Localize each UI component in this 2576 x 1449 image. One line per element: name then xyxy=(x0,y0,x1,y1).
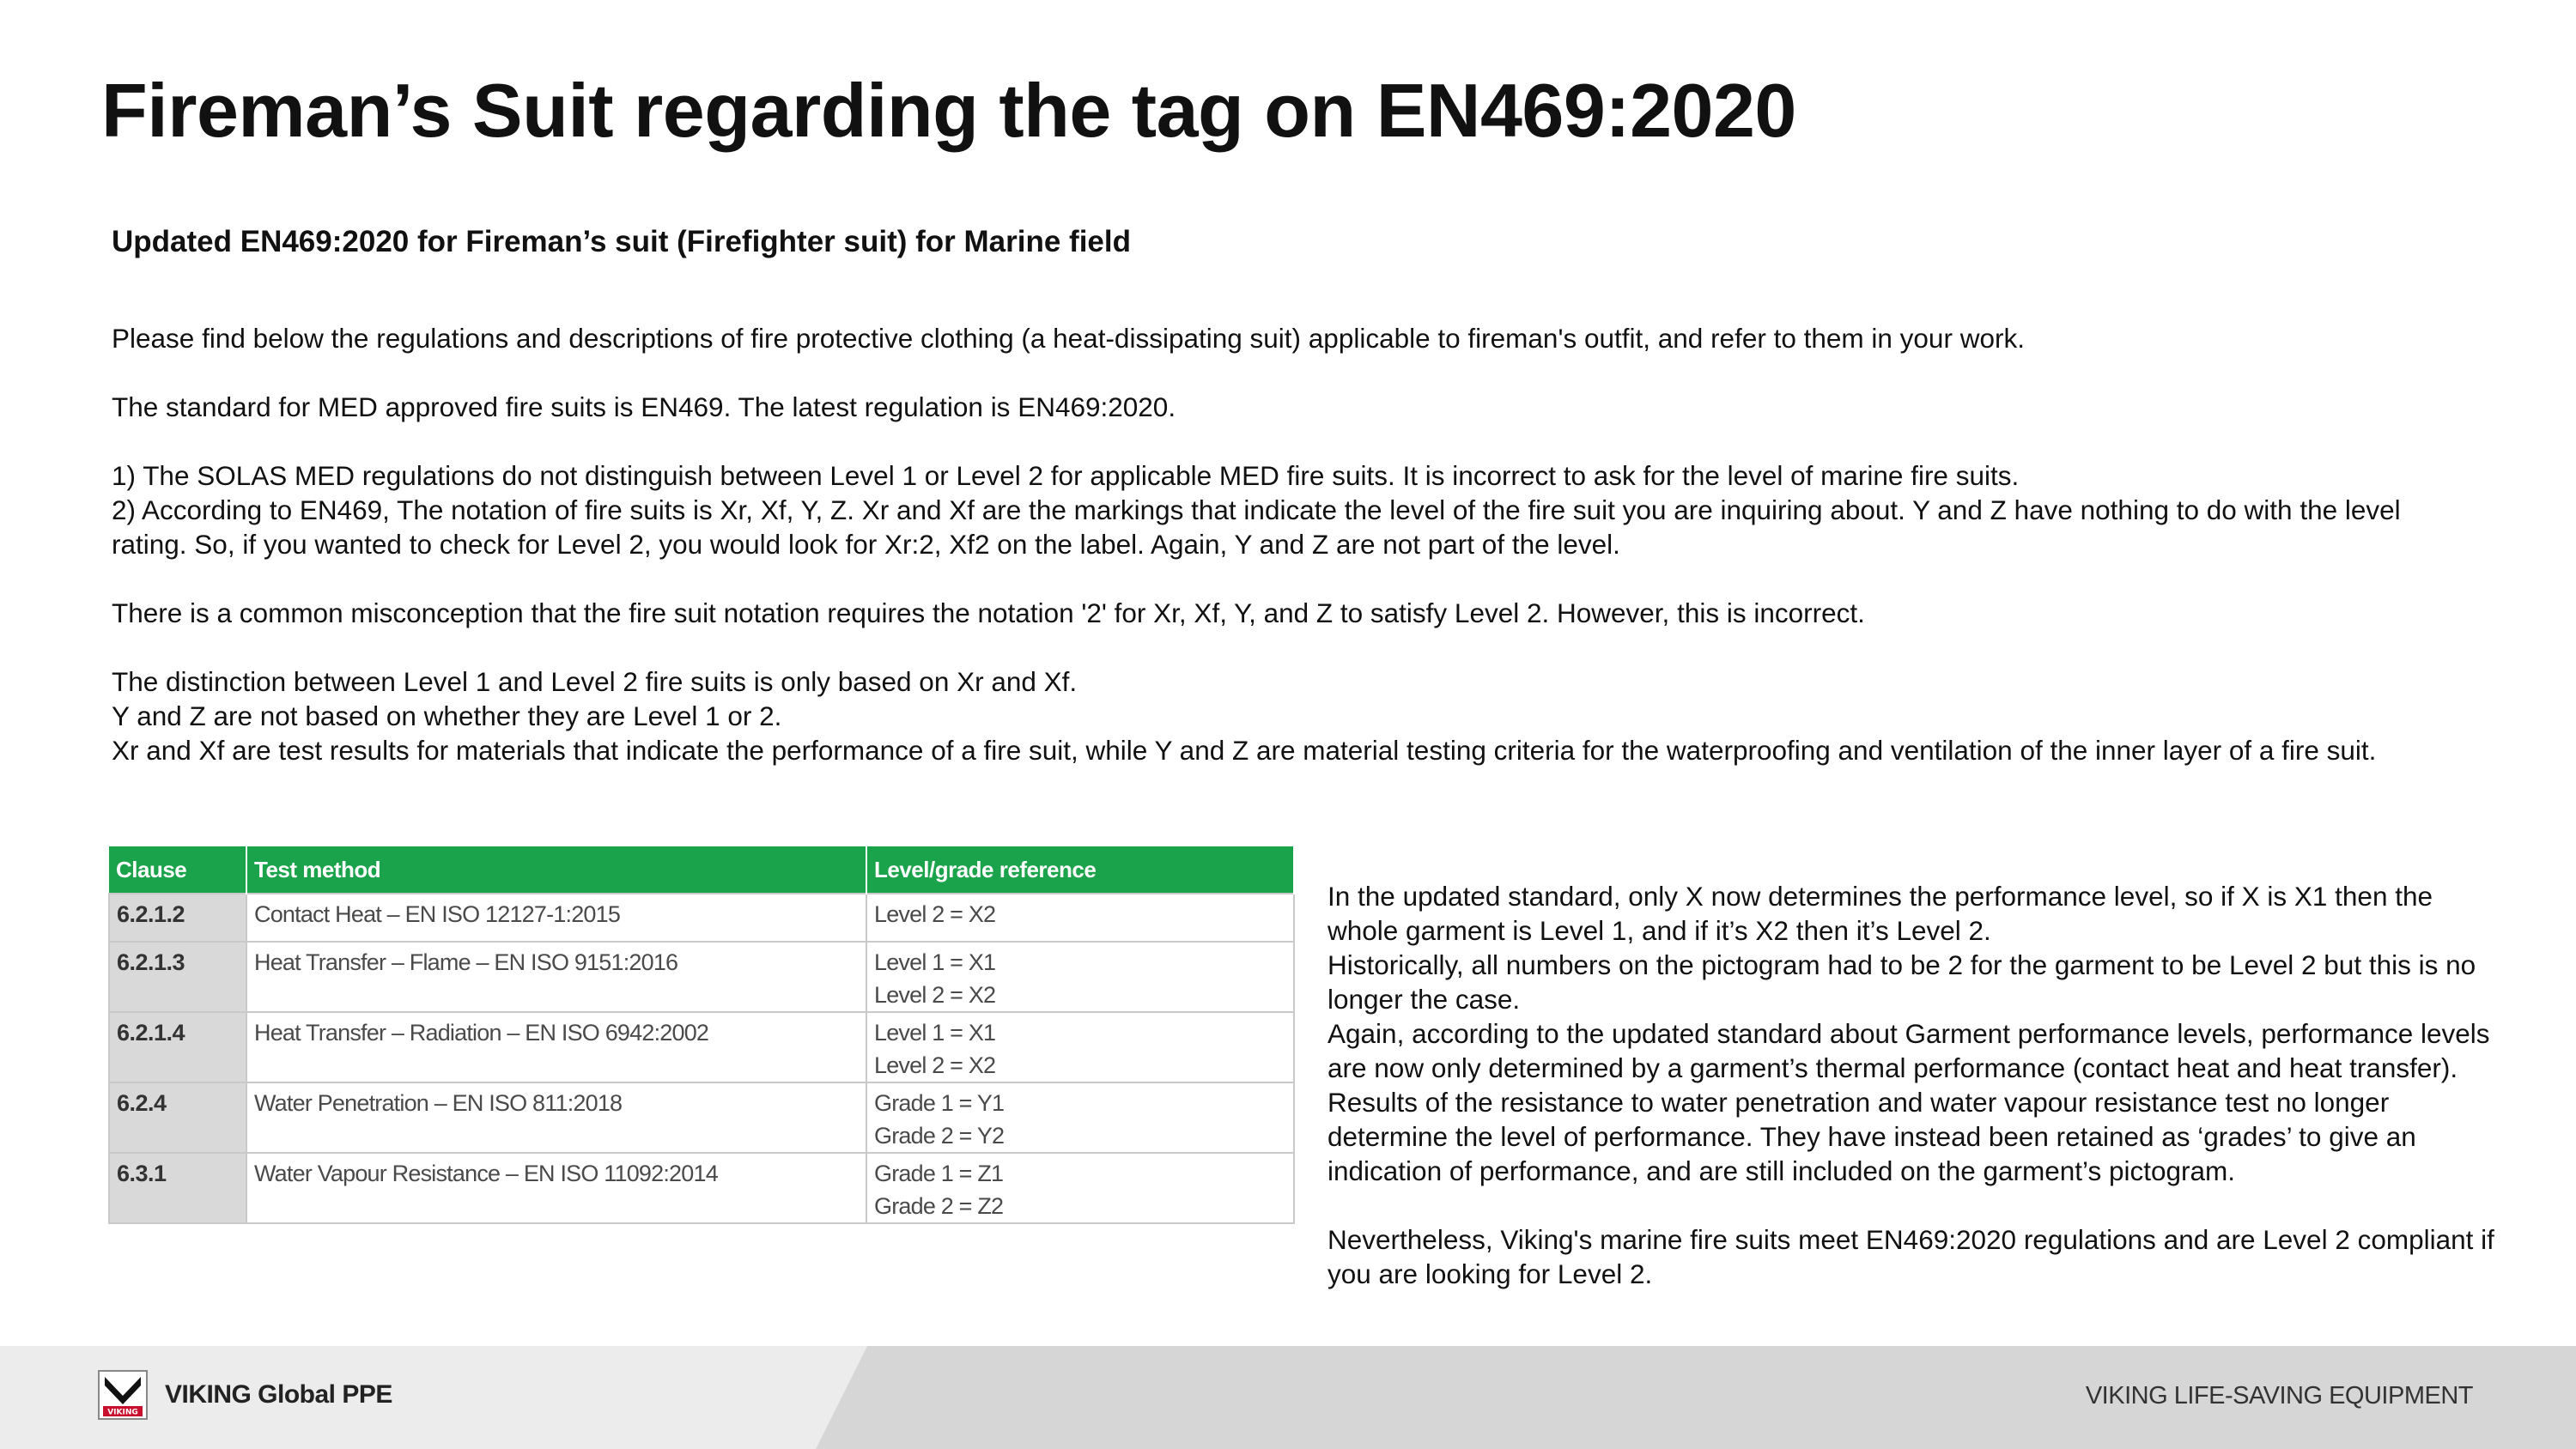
level-reference-line: Level 2 = X2 xyxy=(874,982,996,1008)
viking-logo-text: VIKING xyxy=(107,1408,138,1417)
clause-cell: 6.3.1 xyxy=(109,1153,246,1223)
test-method-table xyxy=(108,846,1295,1224)
level-reference-cell xyxy=(866,942,1294,1012)
side-paragraph: Results of the resistance to water penetration and water vapour resistance test no longer determine the level of performance. They have instead been retained as ‘grades’ to give an indication of performance, and are still included on the garment’s pictogram. xyxy=(1327,1087,2416,1186)
clause-cell: 6.2.4 xyxy=(109,1082,246,1153)
level-reference-line: Grade 2 = Y2 xyxy=(874,1123,1005,1149)
standard-paragraph: The standard for MED approved fire suits is EN469. The latest regulation is EN469:2020. xyxy=(112,391,1176,422)
level-reference-line: Grade 1 = Y1 xyxy=(874,1090,1005,1116)
misconception-paragraph: There is a common misconception that the fire suit notation requires the notation '2' for Xr, Xf, Y, and Z to satisfy Level 2. However, this is incorrect. xyxy=(112,597,1865,628)
footer-bar xyxy=(0,1346,2576,1449)
level-reference-line: Level 2 = X2 xyxy=(874,901,996,927)
test-method-cell: Heat Transfer – Radiation – EN ISO 6942:2002 xyxy=(246,1012,866,1082)
page-subtitle: Updated EN469:2020 for Fireman’s suit (Firefighter suit) for Marine field xyxy=(112,225,1131,258)
table-row xyxy=(109,1012,1294,1082)
clause-cell: 6.2.1.2 xyxy=(109,894,246,942)
level-reference-line: Level 1 = X1 xyxy=(874,949,996,975)
test-method-cell: Contact Heat – EN ISO 12127-1:2015 xyxy=(246,894,866,942)
level-reference-cell xyxy=(866,894,1294,942)
table-row xyxy=(109,1082,1294,1153)
side-paragraph: In the updated standard, only X now determines the performance level, so if X is X1 then the whole garment is Level 1, and if it’s X2 then it’s Level 2. xyxy=(1327,881,2433,946)
viking-logo-icon xyxy=(98,1370,148,1420)
level-reference-line: Level 1 = X1 xyxy=(874,1020,996,1046)
distinction-line-3: Xr and Xf are test results for materials that indicate the performance of a fire suit, while Y and Z are material testing criteria for the waterproofing and ventilation of the inner layer of a fire suit. xyxy=(112,735,2377,766)
table-header-row xyxy=(109,846,1294,894)
table-row xyxy=(109,894,1294,942)
test-method-cell: Water Vapour Resistance – EN ISO 11092:2014 xyxy=(246,1153,866,1223)
level-reference-line: Grade 1 = Z1 xyxy=(874,1161,1004,1186)
level-reference-line: Level 2 = X2 xyxy=(874,1052,996,1078)
footer-company: VIKING LIFE-SAVING EQUIPMENT xyxy=(2085,1382,2473,1410)
side-explanation xyxy=(1327,879,2504,1291)
side-paragraph: Nevertheless, Viking's marine fire suits meet EN469:2020 regulations and are Level 2 compliant if you are looking for Level 2. xyxy=(1327,1224,2494,1289)
distinction-line-2: Y and Z are not based on whether they are Level 1 or 2. xyxy=(112,700,782,731)
page-title: Fireman’s Suit regarding the tag on EN469:2020 xyxy=(101,68,1796,153)
test-method-cell: Heat Transfer – Flame – EN ISO 9151:2016 xyxy=(246,942,866,1012)
point-1-paragraph: 1) The SOLAS MED regulations do not distinguish between Level 1 or Level 2 for applicable MED fire suits. It is incorrect to ask for the level of marine fire suits. xyxy=(112,460,2020,491)
column-header-level-reference: Level/grade reference xyxy=(866,846,1294,894)
test-method-cell: Water Penetration – EN ISO 811:2018 xyxy=(246,1082,866,1153)
point-2-paragraph: 2) According to EN469, The notation of fire suits is Xr, Xf, Y, Z. Xr and Xf are the markings that indicate the level of the fire suit you are inquiring about. Y and Z have nothing to do with the level rating. So, if you wanted to check for Level 2, you would look for Xr:2, Xf2 on the label. Again, Y and Z are not part of the level. xyxy=(112,494,2401,560)
level-reference-cell xyxy=(866,1082,1294,1153)
footer-brand: VIKING Global PPE xyxy=(165,1380,392,1409)
level-reference-cell xyxy=(866,1153,1294,1223)
level-reference-line: Grade 2 = Z2 xyxy=(874,1193,1004,1219)
side-paragraph: Again, according to the updated standard about Garment performance levels, performance levels are now only determined by a garment’s thermal performance (contact heat and heat transfer). xyxy=(1327,1018,2490,1083)
table-row xyxy=(109,942,1294,1012)
distinction-line-1: The distinction between Level 1 and Level 2 fire suits is only based on Xr and Xf. xyxy=(112,666,1078,697)
level-reference-cell xyxy=(866,1012,1294,1082)
clause-cell: 6.2.1.4 xyxy=(109,1012,246,1082)
column-header-clause: Clause xyxy=(109,846,246,894)
body-text xyxy=(112,321,2482,767)
clause-cell: 6.2.1.3 xyxy=(109,942,246,1012)
column-header-test-method: Test method xyxy=(246,846,866,894)
table-row xyxy=(109,1153,1294,1223)
side-paragraph: Historically, all numbers on the pictogram had to be 2 for the garment to be Level 2 but this is no longer the case. xyxy=(1327,949,2476,1015)
intro-paragraph: Please find below the regulations and descriptions of fire protective clothing (a heat-dissipating suit) applicable to fireman's outfit, and refer to them in your work. xyxy=(112,323,2025,354)
